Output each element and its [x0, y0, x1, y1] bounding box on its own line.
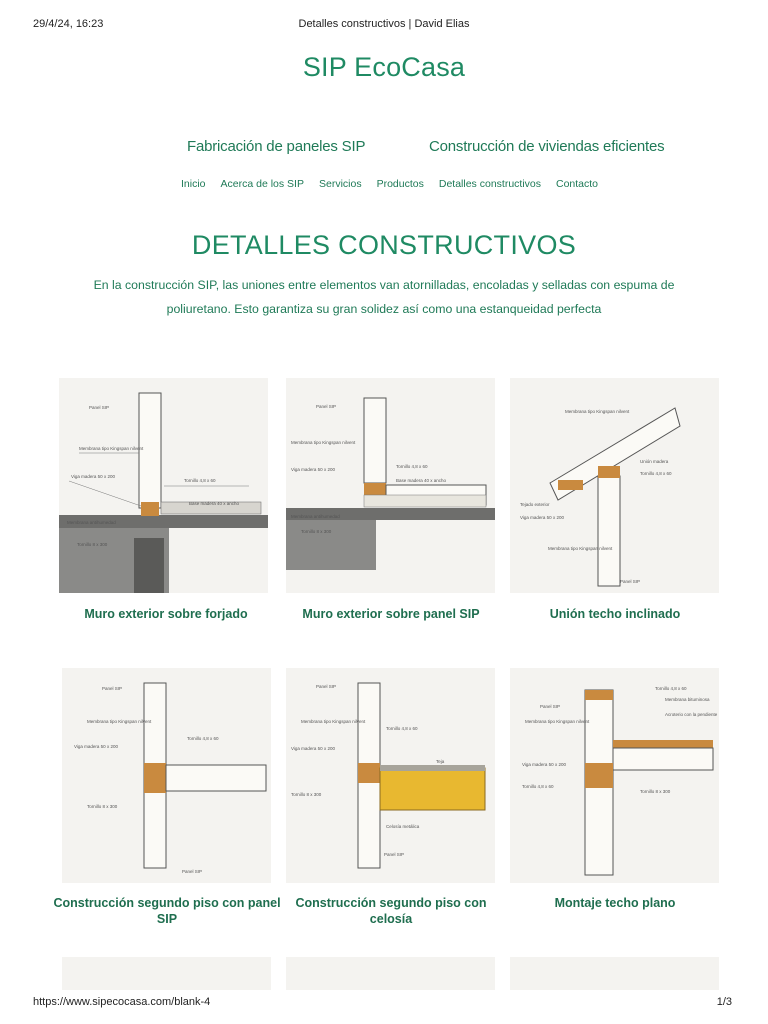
svg-text:Membrana antihumedad: Membrana antihumedad	[67, 520, 116, 525]
svg-text:Tornillo 8 x 300: Tornillo 8 x 300	[77, 542, 108, 547]
svg-text:Membrana tipo Kingspan nilvent: Membrana tipo Kingspan nilvent	[548, 546, 613, 551]
card-title-muro-forjado[interactable]: Muro exterior sobre forjado	[84, 607, 248, 621]
svg-text:Tejado exterior: Tejado exterior	[520, 502, 550, 507]
print-doc-title: Detalles constructivos | David Elias	[298, 18, 470, 30]
svg-text:Tornillo 4,8 x 60: Tornillo 4,8 x 60	[640, 471, 672, 476]
print-date: 29/4/24, 16:23	[33, 18, 104, 30]
svg-text:Tornillo 4,8 x 60: Tornillo 4,8 x 60	[396, 464, 428, 469]
nav-item-detalles[interactable]: Detalles constructivos	[438, 178, 541, 190]
svg-text:Viga madera 50 x 200: Viga madera 50 x 200	[520, 515, 564, 520]
site-logo[interactable]: SIP EcoCasa	[302, 52, 466, 82]
svg-text:Unión madera: Unión madera	[640, 459, 669, 464]
detail-image-segundo-piso-celosia[interactable]	[286, 668, 495, 883]
print-url: https://www.sipecocasa.com/blank-4	[33, 996, 211, 1008]
svg-text:Panel SIP: Panel SIP	[316, 684, 337, 689]
svg-text:Membrana tipo Kingspan nilvent: Membrana tipo Kingspan nilvent	[525, 719, 590, 724]
card-title-segundo-piso-sip[interactable]: Construcción segundo piso con panel SIP	[53, 896, 281, 926]
nav-item-inicio[interactable]: Inicio	[181, 178, 206, 190]
svg-text:Panel SIP: Panel SIP	[620, 579, 641, 584]
nav-item-servicios[interactable]: Servicios	[318, 178, 362, 190]
svg-text:Acroterio con la pendiente: Acroterio con la pendiente	[665, 712, 718, 717]
tagline-construccion: Construcción de viviendas eficientes	[429, 138, 665, 155]
svg-text:Viga madera 50 x 200: Viga madera 50 x 200	[522, 762, 566, 767]
card-title-techo-plano[interactable]: Montaje techo plano	[554, 896, 676, 910]
svg-text:Tornillo 4,8 x 60: Tornillo 4,8 x 60	[386, 726, 418, 731]
svg-text:Membrana antihumedad: Membrana antihumedad	[291, 514, 340, 519]
detail-image-techo-inclinado[interactable]	[510, 378, 719, 593]
svg-text:Panel SIP: Panel SIP	[182, 869, 203, 874]
svg-text:Tornillo 8 x 300: Tornillo 8 x 300	[301, 529, 332, 534]
nav-item-productos[interactable]: Productos	[376, 178, 424, 190]
print-footer	[0, 996, 768, 1010]
svg-text:Membrana tipo Kingspan nilvent: Membrana tipo Kingspan nilvent	[565, 409, 630, 414]
svg-text:Viga madera 50 x 200: Viga madera 50 x 200	[74, 744, 118, 749]
svg-text:Tornillo 4,8 x 60: Tornillo 4,8 x 60	[184, 478, 216, 483]
nav-item-acerca[interactable]: Acerca de los SIP	[220, 178, 304, 190]
svg-text:Viga madera 50 x 200: Viga madera 50 x 200	[291, 467, 335, 472]
print-header	[0, 18, 768, 32]
detail-image-muro-forjado[interactable]	[59, 378, 268, 593]
svg-text:Celosía metálica: Celosía metálica	[386, 824, 420, 829]
svg-text:Membrana tipo Kingspan nilvent: Membrana tipo Kingspan nilvent	[301, 719, 366, 724]
detail-image-techo-plano[interactable]	[510, 668, 719, 883]
detail-image-muro-panel[interactable]	[286, 378, 495, 593]
svg-text:Tornillo 8 x 300: Tornillo 8 x 300	[640, 789, 671, 794]
detail-image-row3-3[interactable]	[510, 957, 719, 990]
svg-text:Panel SIP: Panel SIP	[540, 704, 561, 709]
detail-image-segundo-piso-sip[interactable]	[62, 668, 271, 883]
svg-text:Tornillo 8 x 300: Tornillo 8 x 300	[87, 804, 118, 809]
svg-text:Base madera 40 x ancho: Base madera 40 x ancho	[189, 501, 240, 506]
print-page-count: 1/3	[716, 996, 732, 1008]
card-title-muro-panel[interactable]: Muro exterior sobre panel SIP	[302, 607, 480, 621]
svg-text:Tornillo 4,8 x 60: Tornillo 4,8 x 60	[655, 686, 687, 691]
svg-text:Membrana bituminosa: Membrana bituminosa	[665, 697, 710, 702]
svg-text:Membrana tipo Kingspan nilvent: Membrana tipo Kingspan nilvent	[79, 446, 144, 451]
svg-text:Membrana tipo Kingspan nilvent: Membrana tipo Kingspan nilvent	[87, 719, 152, 724]
svg-text:Tornillo 8 x 300: Tornillo 8 x 300	[291, 792, 322, 797]
detail-image-row3-2[interactable]	[286, 957, 495, 990]
svg-text:Membrana tipo Kingspan nilvent: Membrana tipo Kingspan nilvent	[291, 440, 356, 445]
svg-text:Panel SIP: Panel SIP	[384, 852, 405, 857]
svg-text:Viga madera 50 x 200: Viga madera 50 x 200	[71, 474, 115, 479]
detail-image-row3-1[interactable]	[62, 957, 271, 990]
tagline-fabricacion: Fabricación de paneles SIP	[187, 138, 366, 155]
intro-text: En la construcción SIP, las uniones entre elementos van atornilladas, encoladas y selladas con espuma de poliuretano. Esto garantiza su gran solidez así como una estanqueidad perfecta	[93, 278, 675, 316]
page-title: DETALLES CONSTRUCTIVOS	[191, 230, 577, 260]
card-title-segundo-piso-celosia[interactable]: Construcción segundo piso con celosía	[295, 896, 487, 926]
svg-text:Panel SIP: Panel SIP	[89, 405, 110, 410]
svg-text:Base madera 40 x ancho: Base madera 40 x ancho	[396, 478, 447, 483]
main-nav	[181, 178, 598, 192]
svg-text:Tornillo 4,8 x 60: Tornillo 4,8 x 60	[522, 784, 554, 789]
svg-text:Teja: Teja	[436, 759, 445, 764]
svg-text:Panel SIP: Panel SIP	[102, 686, 123, 691]
card-title-techo-inclinado[interactable]: Unión techo inclinado	[549, 607, 681, 621]
svg-text:Panel SIP: Panel SIP	[316, 404, 337, 409]
nav-item-contacto[interactable]: Contacto	[556, 178, 599, 190]
svg-text:Viga madera 50 x 200: Viga madera 50 x 200	[291, 746, 335, 751]
svg-text:Tornillo 4,8 x 60: Tornillo 4,8 x 60	[187, 736, 219, 741]
